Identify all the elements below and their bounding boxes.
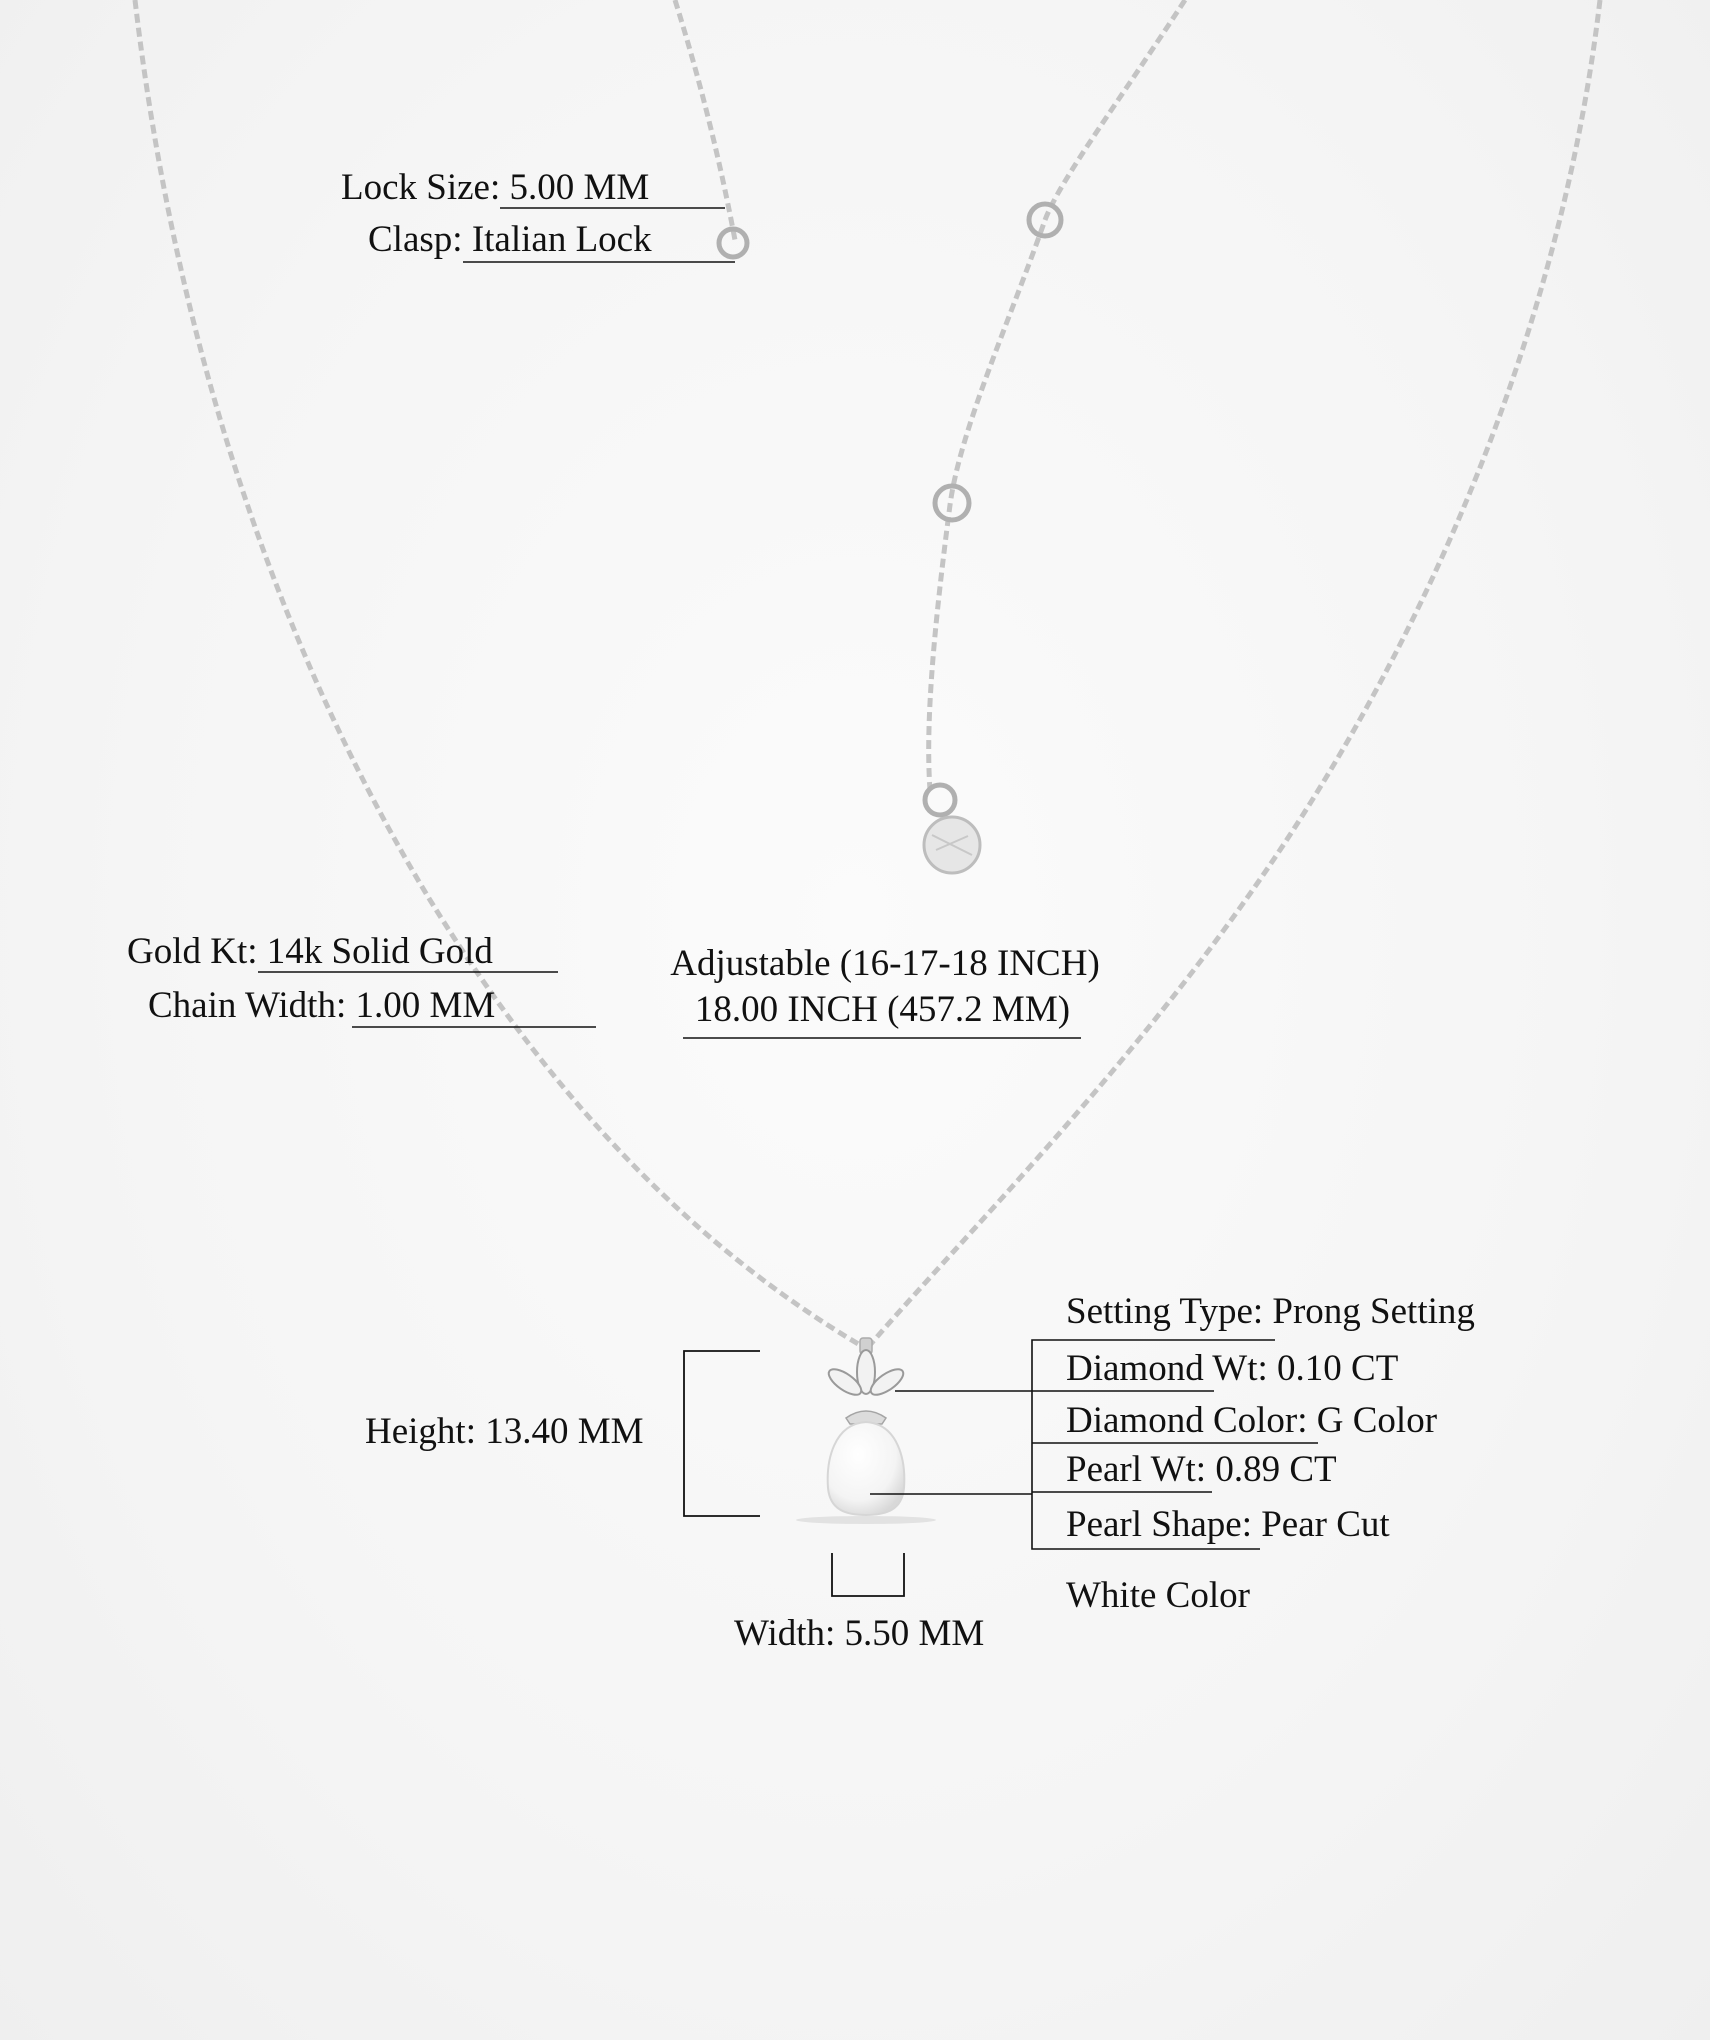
diamond-color-spec [1066, 1399, 1437, 1443]
pearl [828, 1422, 905, 1515]
chain-width-value: 1.00 MM [355, 985, 496, 1026]
diamond-wt-label: Diamond Wt: [1066, 1348, 1268, 1389]
extender-ring-1 [1029, 204, 1061, 236]
gold-kt-value: 14k Solid Gold [266, 931, 493, 972]
chain-clasp-strand [675, 0, 735, 240]
extender-ring-3 [925, 785, 955, 815]
diamond-wt-value: 0.10 CT [1277, 1348, 1399, 1389]
pearl-color-spec: White Color [1066, 1575, 1250, 1616]
height-bracket [684, 1351, 760, 1516]
lock-size-label: Lock Size: [341, 167, 501, 208]
clasp-value: Italian Lock [471, 219, 652, 260]
clasp-label: Clasp: [368, 219, 463, 260]
pearl-wt-label: Pearl Wt: [1066, 1449, 1207, 1490]
setting-type-label: Setting Type: [1066, 1291, 1264, 1332]
lock-size-value: 5.00 MM [509, 167, 650, 208]
clasp-spec [368, 218, 652, 262]
pearl-wt-value: 0.89 CT [1215, 1449, 1337, 1490]
width-spec: Width: 5.50 MM [734, 1613, 985, 1654]
chain-width-spec [148, 984, 495, 1028]
chain-extender-strand [929, 0, 1185, 790]
diamond-color-label: Diamond Color: [1066, 1400, 1308, 1441]
diamond-color-value: G Color [1316, 1400, 1438, 1441]
width-bracket [832, 1553, 904, 1596]
pearl-shape-spec [1066, 1503, 1390, 1547]
gold-kt-label: Gold Kt: [127, 931, 258, 972]
chain-width-label: Chain Width: [148, 985, 347, 1026]
pearl-shape-label: Pearl Shape: [1066, 1504, 1252, 1545]
diamond-wt-spec [1066, 1347, 1398, 1391]
height-spec: Height: 13.40 MM [365, 1411, 644, 1452]
lock-size-spec [341, 166, 649, 210]
pearl-wt-spec [1066, 1448, 1337, 1492]
chain-right-strand [870, 0, 1600, 1345]
setting-type-spec [1066, 1290, 1475, 1334]
setting-type-value: Prong Setting [1272, 1291, 1475, 1332]
length-adjustable: Adjustable (16-17-18 INCH) [670, 943, 1100, 984]
diamond-cluster [825, 1350, 907, 1399]
length-total: 18.00 INCH (457.2 MM) [694, 989, 1071, 1030]
pearl-shape-value: Pear Cut [1261, 1504, 1390, 1545]
gold-kt-spec [127, 930, 493, 974]
